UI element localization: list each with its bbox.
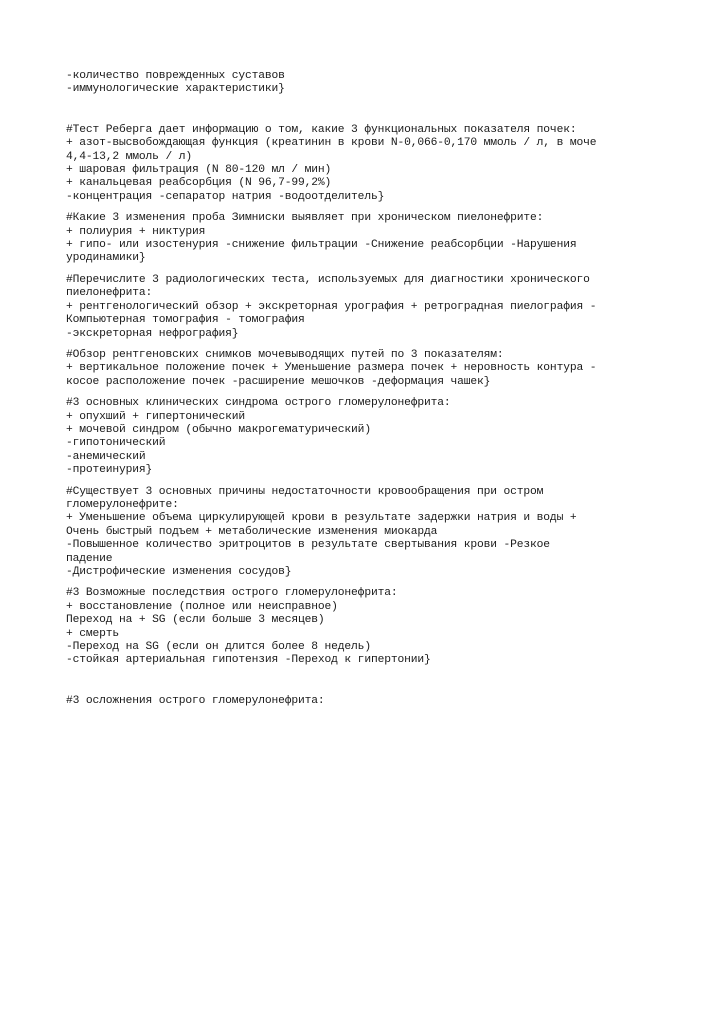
answer-line: падение [66,552,113,565]
answer-line: + вертикальное положение почек + Уменьшение размера почек + неровность контура - [66,362,597,375]
question-circulatory-failure [66,486,683,580]
answer-line: Очень быстрый подъем + метаболические изменения миокарда [66,525,438,538]
answer-line: -стойкая артериальная гипотензия -Переход к гипертонии} [66,654,431,667]
question-zimnitsky-test [66,212,683,266]
answer-line: + Уменьшение объема циркулирующей крови в результате задержки натрия и воды + [66,512,577,525]
answer-line: Переход на + SG (если больше 3 месяцев) [66,614,325,627]
answer-line: -анемический [66,450,146,463]
question-xray-review [66,349,683,389]
question-clinical-syndromes [66,397,683,477]
question-line: гломерулонефрите: [66,498,179,511]
question-line: #Обзор рентгеновских снимков мочевыводящих путей по 3 показателям: [66,348,504,361]
text-line: -иммунологические характеристики} [66,83,285,96]
question-line: #Тест Реберга дает информацию о том, какие 3 функциональных показателя почек: [66,123,577,136]
answer-line: -протеинурия} [66,464,153,477]
answer-line: + опухший + гипертонический [66,410,245,423]
answer-line: + канальцевая реабсорбция (N 96,7-99,2%) [66,177,332,190]
answer-line: + смерть [66,627,120,640]
answer-line: -концентрация -сепаратор натрия -водоотделитель} [66,190,385,203]
answer-line: -Повышенное количество эритроцитов в результате свертывания крови -Резкое [66,539,550,552]
question-line: #Какие 3 изменения проба Зимниски выявляет при хроническом пиелонефрите: [66,212,544,225]
answer-line: -экскреторная нефрография} [66,327,239,340]
question-consequences [66,587,683,667]
question-line: #3 осложнения острого гломерулонефрита: [66,694,325,707]
question-line: #Перечислите 3 радиологических теста, используемых для диагностики хронического [66,273,590,286]
answer-line: + полиурия + никтурия [66,225,206,238]
answer-line: + азот-высвобождающая функция (креатинин в крови N-0,066-0,170 ммоль / л, в моче [66,137,597,150]
answer-line: -гипотонический [66,437,166,450]
answer-line: 4,4-13,2 ммоль / л) [66,150,192,163]
question-line: #3 основных клинических синдрома острого гломерулонефрита: [66,397,451,410]
answer-line: + гипо- или изостенурия -снижение фильтрации -Снижение реабсорбции -Нарушения [66,239,577,252]
text-line: -количество поврежденных суставов [66,70,285,82]
answer-line: + восстановление (полное или неисправное) [66,600,338,613]
question-line: пиелонефрита: [66,287,153,300]
answer-line: уродинамики} [66,252,146,265]
answer-line: + шаровая фильтрация (N 80-120 мл / мин) [66,164,332,177]
answer-line: косое расположение почек -расширение мешочков -деформация чашек} [66,375,491,388]
question-line: #Существует 3 основных причины недостаточности кровообращения при остром [66,485,544,498]
answer-line: -Переход на SG (если он длится более 8 недель) [66,641,371,654]
answer-line: Компьютерная томография - томография [66,314,305,327]
answer-line: + мочевой синдром (обычно макрогематурический) [66,423,371,436]
answer-line: -Дистрофические изменения сосудов} [66,566,292,578]
question-line: #3 Возможные последствия острого гломерулонефрита: [66,587,398,600]
question-radiology-tests [66,274,683,341]
text-block-1 [66,70,683,97]
question-reberg-test [66,124,683,204]
answer-line: + рентгенологический обзор + экскреторная урография + ретроградная пиелография - [66,300,597,313]
question-complications [66,695,683,708]
